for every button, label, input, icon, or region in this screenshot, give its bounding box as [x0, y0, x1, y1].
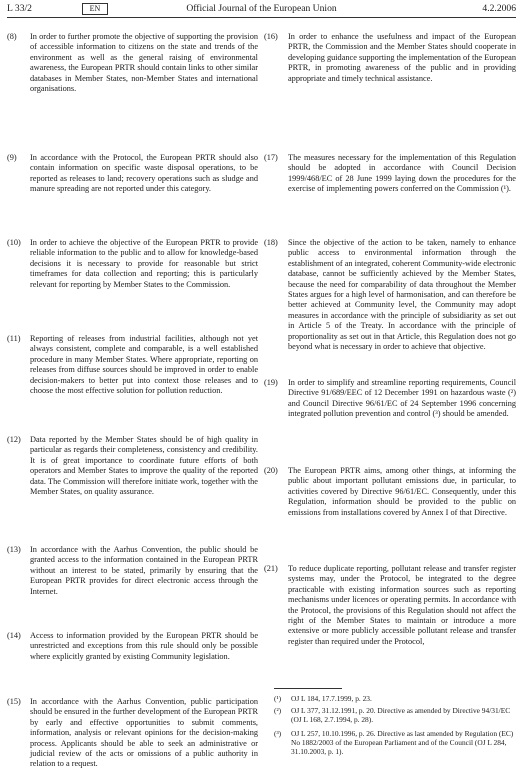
- footnote-mark: (²): [274, 706, 282, 715]
- recital-number: (19): [264, 378, 278, 387]
- recital-number: (16): [264, 32, 278, 41]
- recital-number: (12): [7, 435, 21, 444]
- footnote-text: OJ L 257, 10.10.1996, p. 26. Directive as last amended by Regulation (EC) No 1882/2003 of the European Parliament and of the Council (OJ L 284, 31.10.2003, p. 1).: [291, 729, 514, 757]
- recital-text: In accordance with the Protocol, the European PRTR should also contain information on specific waste disposal operations, to be reported as releases to land; recovery operations such as sludge and manure spreading are not reported under this category.: [30, 153, 258, 194]
- publication-date: 4.2.2006: [482, 3, 516, 14]
- recital-number: (17): [264, 153, 278, 162]
- page-reference: L 33/2: [7, 3, 32, 14]
- recital-text: To reduce duplicate reporting, pollutant release and transfer register systems may, under the Protocol, be integrated to the degree practicable with existing information sources such as reporting mechanisms under licences or operating permits. In accordance with the Protocol, the provisions of this Regulation should not affect the right of the Member States to maintain or introduce a more extensive or more publicly accessible pollutant release and transfer register than required under the Protocol,: [288, 564, 516, 646]
- language-badge: EN: [82, 3, 108, 15]
- recital-number: (9): [7, 153, 17, 162]
- footnote-mark: (¹): [274, 694, 282, 703]
- footnote-text: OJ L 377, 31.12.1991, p. 20. Directive as amended by Directive 94/31/EC (OJ L 168, 2.7.1994, p. 28).: [291, 706, 511, 725]
- recital-number: (14): [7, 631, 21, 640]
- recital-text: In order to further promote the objective of supporting the provision of accessible information to citizens on the state and trends of the environment as well as the general raising of environmental awareness, the European PRTR should contain links to other similar databases in Member States, non-Member States and international organisations.: [30, 32, 258, 94]
- recital-text: In accordance with the Aarhus Convention, public participation should be ensured in the further development of the European PRTR by early and effective opportunities to submit comments, information, analysis or relevant opinions for the decision-making process. Applicants should be able to seek an administrative or judicial review of the acts or omissions of a public authority in relation to a request.: [30, 697, 258, 769]
- recital-text: Since the objective of the action to be taken, namely to enhance public access to environmental information through the establishment of an integrated, coherent Community-wide electronic database, cannot be sufficiently achieved by the Member States, because the need for comparability of data throughout the Member States argues for a high level of harmonisation, and can therefore be better achieved at Community level, the Community may adopt measures in accordance with the principle of subsidiarity as set out in Article 5 of the Treaty. In accordance with the principle of proportionality as set out in that Article, this Regulation does not go beyond what is necessary in order to achieve that objective.: [288, 238, 516, 352]
- recital-text: Reporting of releases from industrial facilities, although not yet always consistent, complete and comparable, is a well established procedure in many Member States. Where appropriate, reporting on releases from diffuse sources should be improved in order to enable decision-makers to better put into context those releases and to choose the most effective solution for pollution reduction.: [30, 334, 258, 396]
- journal-title: Official Journal of the European Union: [186, 3, 337, 14]
- recital-number: (21): [264, 564, 278, 573]
- footnote-mark: (³): [274, 729, 282, 738]
- recital-number: (11): [7, 334, 21, 343]
- recital-text: The measures necessary for the implementation of this Regulation should be adopted in accordance with Council Decision 1999/468/EC of 28 June 1999 laying down the procedures for the exercise of implementing powers conferred on the Commission (¹).: [288, 153, 516, 194]
- header-rule: [7, 17, 516, 18]
- recital-text: In order to achieve the objective of the European PRTR to provide reliable information to the public and to allow for knowledge-based decisions it is necessary to provide for reasonable but strict timeframes for data collection and reporting; this is particularly relevant for reporting by Member States to the Commission.: [30, 238, 258, 289]
- recital-number: (15): [7, 697, 21, 706]
- recital-number: (8): [7, 32, 17, 41]
- recital-text: In accordance with the Aarhus Convention, the public should be granted access to the information contained in the European PRTR without an interest to be stated, primarily by ensuring that the European PRTR provides for direct electronic access through the Internet.: [30, 545, 258, 596]
- recital-text: Access to information provided by the European PRTR should be unrestricted and exceptions from this rule should only be possible where explicitly granted by existing Community legislation.: [30, 631, 258, 661]
- recital-number: (10): [7, 238, 21, 247]
- recital-number: (13): [7, 545, 21, 554]
- recital-text: In order to simplify and streamline reporting requirements, Council Directive 91/689/EEC of 12 December 1991 on hazardous waste (²) and Council Directive 96/61/EC of 24 September 1996 concerning integrated pollution prevention and control (³) should be amended.: [288, 378, 516, 419]
- recital-text: The European PRTR aims, among other things, at informing the public about important pollutant emissions due, in particular, to activities covered by Directive 96/61/EC. Consequently, under this Regulation, information should be provided to the public on emissions from installations covered by Annex I of that Directive.: [288, 466, 516, 517]
- footnote-text: OJ L 184, 17.7.1999, p. 23.: [291, 694, 372, 703]
- recital-text: In order to enhance the usefulness and impact of the European PRTR, the Commission and the Member States should cooperate in developing guidance supporting the implementation of the European PRTR, in promoting awareness of the public and in providing appropriate and timely technical assistance.: [288, 32, 516, 83]
- recital-number: (18): [264, 238, 278, 247]
- recital-number: (20): [264, 466, 278, 475]
- footnote-rule: [274, 688, 342, 689]
- page-header: [7, 0, 516, 17]
- recital-text: Data reported by the Member States should be of high quality in particular as regards their completeness, consistency and credibility. It is of great importance to coordinate future efforts of both operators and Member States to improve the quality of the reported data. The Commission will therefore initiate work, together with the Member States, on quality assurance.: [30, 435, 258, 497]
